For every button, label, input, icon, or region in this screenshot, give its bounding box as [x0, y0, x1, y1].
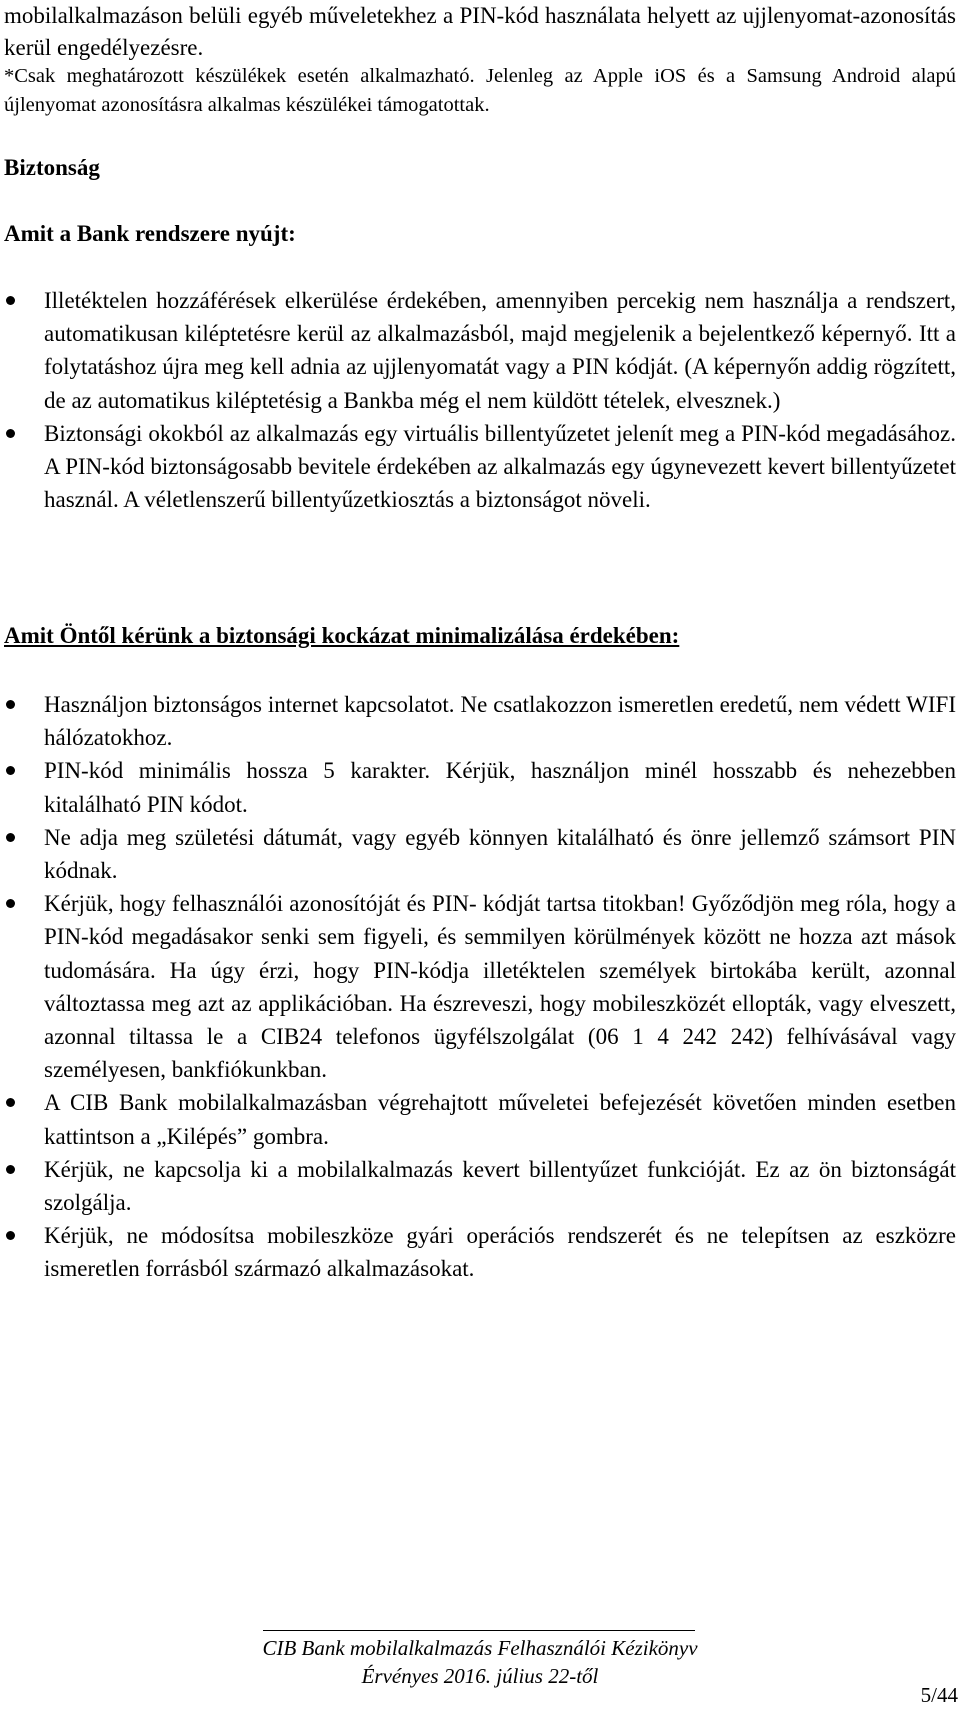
bullet-icon — [6, 429, 15, 438]
bullet-icon — [6, 1165, 15, 1174]
we-ask-list — [0, 688, 956, 1286]
list-item-text: Illetéktelen hozzáférések elkerülése érdekében, amennyiben percekig nem használja a rendszert, automatikusan kiléptetésre kerül az alkalmazásból, majd megjelenik a bejelentkező képernyő. Itt a folytatáshoz újra meg kell adnia az ujjlenyomatát vagy a PIN kódját. (A képernyőn addig rögzített, de az automatikus kiléptetésig a Bankba még el nem küldött tételek, elvesznek.) — [44, 288, 956, 413]
bank-provides-list — [0, 284, 956, 516]
list-item — [0, 284, 956, 417]
list-item — [0, 688, 956, 754]
footer-title: CIB Bank mobilalkalmazás Felhasználói Kézikönyv — [262, 1636, 698, 1660]
list-item-text: Kérjük, ne módosítsa mobileszköze gyári operációs rendszerét és ne telepítsen az eszközre ismeretlen forrásból származó alkalmazásokat. — [44, 1223, 956, 1282]
bullet-icon — [6, 899, 15, 908]
section-title: Biztonság — [4, 155, 100, 180]
bank-provides-heading: Amit a Bank rendszere nyújt: — [4, 221, 296, 246]
list-item — [0, 1219, 956, 1285]
list-item-text: Használjon biztonságos internet kapcsolatot. Ne csatlakozzon ismeretlen eredetű, nem védett WIFI hálózatokhoz. — [44, 692, 956, 751]
list-item — [0, 754, 956, 820]
list-item-text: Ne adja meg születési dátumát, vagy egyéb könnyen kitalálható és önre jellemző számsort PIN kódnak. — [44, 824, 956, 884]
list-item-text: Biztonsági okokból az alkalmazás egy virtuális billentyűzetet jelenít meg a PIN-kód megadásához. A PIN-kód biztonságosabb bevitele érdekében az alkalmazás egy úgynevezett kevert billentyűzetet használ. A véletlenszerű billentyűzetkiosztás a biztonságot növeli. — [44, 420, 956, 513]
we-ask-heading: Amit Öntől kérünk a biztonsági kockázat minimalizálása érdekében: — [4, 623, 680, 648]
list-item-text: PIN-kód minimális hossza 5 karakter. Kérjük, használjon minél hosszabb és nehezebben kitalálható PIN kódot. — [44, 758, 956, 817]
list-item — [0, 417, 956, 517]
list-item — [0, 821, 956, 887]
intro-paragraph: mobilalkalmazáson belüli egyéb műveletekhez a PIN-kód használata helyett az ujjlenyomat-azonosítás kerül engedélyezésre. — [4, 3, 956, 60]
list-item-text: Kérjük, hogy felhasználói azonosítóját és PIN- kódját tartsa titokban! Győződjön meg róla, hogy a PIN-kód megadásakor senki sem figyeli, és semmilyen körülmények között ne hozza azt mások tudomására. Ha úgy érzi, hogy PIN-kódja illetéktelen személyek birtokába került, azonnal változtassa meg azt az applikációban. Ha észreveszi, hogy mobileszközét ellopták, vagy elveszett, azonnal tiltassa le a CIB24 telefonos ügyfélszolgálat (06 1 4 242 242) felhívásával vagy személyesen, bankfiókunkban. — [44, 891, 956, 1083]
page-number: 5/44 — [920, 1683, 958, 1707]
footer-validity: Érvényes 2016. július 22-től — [361, 1664, 599, 1688]
bullet-icon — [6, 700, 15, 709]
list-item-text: Kérjük, ne kapcsolja ki a mobilalkalmazás kevert billentyűzet funkcióját. Ez az ön biztonságát szolgálja. — [44, 1156, 956, 1216]
list-item — [0, 887, 956, 1086]
bullet-icon — [6, 766, 15, 775]
list-item — [0, 1153, 956, 1219]
list-item-text: A CIB Bank mobilalkalmazásban végrehajtott műveletei befejezését követően minden esetben kattintson a „Kilépés” gombra. — [44, 1090, 956, 1149]
footnote-paragraph: *Csak meghatározott készülékek esetén alkalmazható. Jelenleg az Apple iOS és a Samsung Android alapú újlenyomat azonosításra alkalmas készülékei támogatottak. — [4, 65, 956, 116]
footer-divider — [263, 1630, 695, 1631]
bullet-icon — [6, 1098, 15, 1107]
bullet-icon — [6, 1231, 15, 1240]
bullet-icon — [6, 833, 15, 842]
bullet-icon — [6, 296, 15, 305]
list-item — [0, 1086, 956, 1152]
